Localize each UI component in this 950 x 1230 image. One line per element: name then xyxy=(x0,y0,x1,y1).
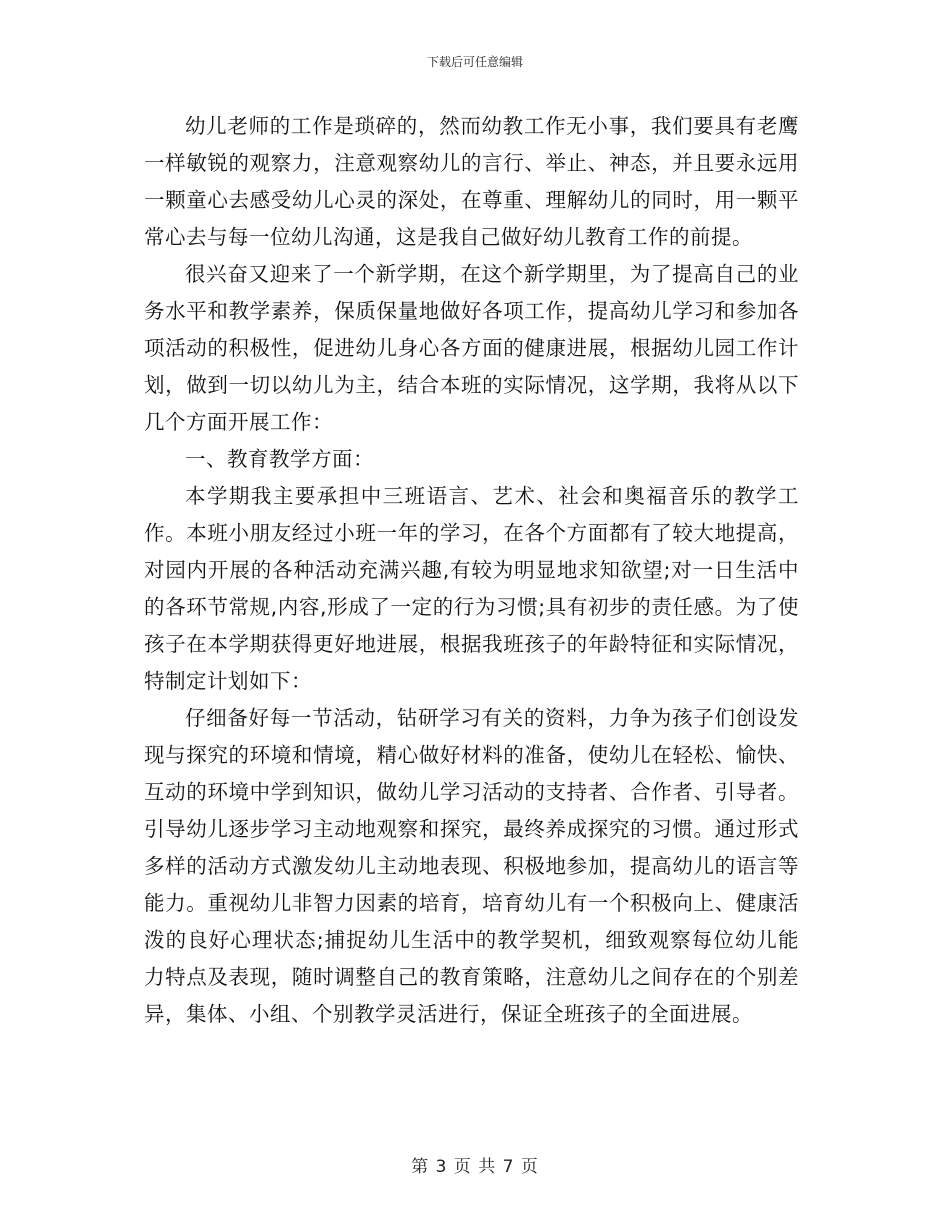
page-header-note: 下载后可任意编辑 xyxy=(426,55,523,69)
paragraph-intro: 幼儿老师的工作是琐碎的，然而幼教工作无小事，我们要具有老鹰一样敏锐的观察力，注意观察幼儿的言行、举止、神态，并且要永远用一颗童心去感受幼儿心灵的深处，在尊重、理解幼儿的同时，用一颗平常心去与每一位幼儿沟通，这是我自己做好幼儿教育工作的前提。 xyxy=(144,114,799,249)
document-body xyxy=(144,108,799,1033)
paragraph-teaching-methods: 仔细备好每一节活动，钻研学习有关的资料，力争为孩子们创设发现与探究的环境和情境，精心做好材料的准备，使幼儿在轻松、愉快、互动的环境中学到知识，做幼儿学习活动的支持者、合作者、引导者。引导幼儿逐步学习主动地观察和探究，最终养成探究的习惯。通过形式多样的活动方式激发幼儿主动地表现、积极地参加，提高幼儿的语言等能力。重视幼儿非智力因素的培育，培育幼儿有一个积极向上、健康活泼的良好心理状态;捕捉幼儿生活中的教学契机，细致观察每位幼儿能力特点及表现，随时调整自己的教育策略，注意幼儿之间存在的个别差异，集体、小组、个别教学灵活进行，保证全班孩子的全面进展。 xyxy=(144,706,799,1026)
page-number: 第 3 页 共 7 页 xyxy=(411,1157,539,1177)
paragraph-semester-plan: 很兴奋又迎来了一个新学期，在这个新学期里，为了提高自己的业务水平和教学素养，保质保量地做好各项工作，提高幼儿学习和参加各项活动的积极性，促进幼儿身心各方面的健康进展，根据幼儿园工作计划，做到一切以幼儿为主，结合本班的实际情况，这学期，我将从以下几个方面开展工作： xyxy=(144,262,799,434)
paragraph-class-overview: 本学期我主要承担中三班语言、艺术、社会和奥福音乐的教学工作。本班小朋友经过小班一年的学习，在各个方面都有了较大地提高，对园内开展的各种活动充满兴趣,有较为明显地求知欲望;对一日生活中的各环节常规,内容,形成了一定的行为习惯;具有初步的责任感。为了使孩子在本学期获得更好地进展，根据我班孩子的年龄特征和实际情况，特制定计划如下： xyxy=(144,484,799,693)
section-heading-teaching: 一、教育教学方面： xyxy=(185,447,374,471)
